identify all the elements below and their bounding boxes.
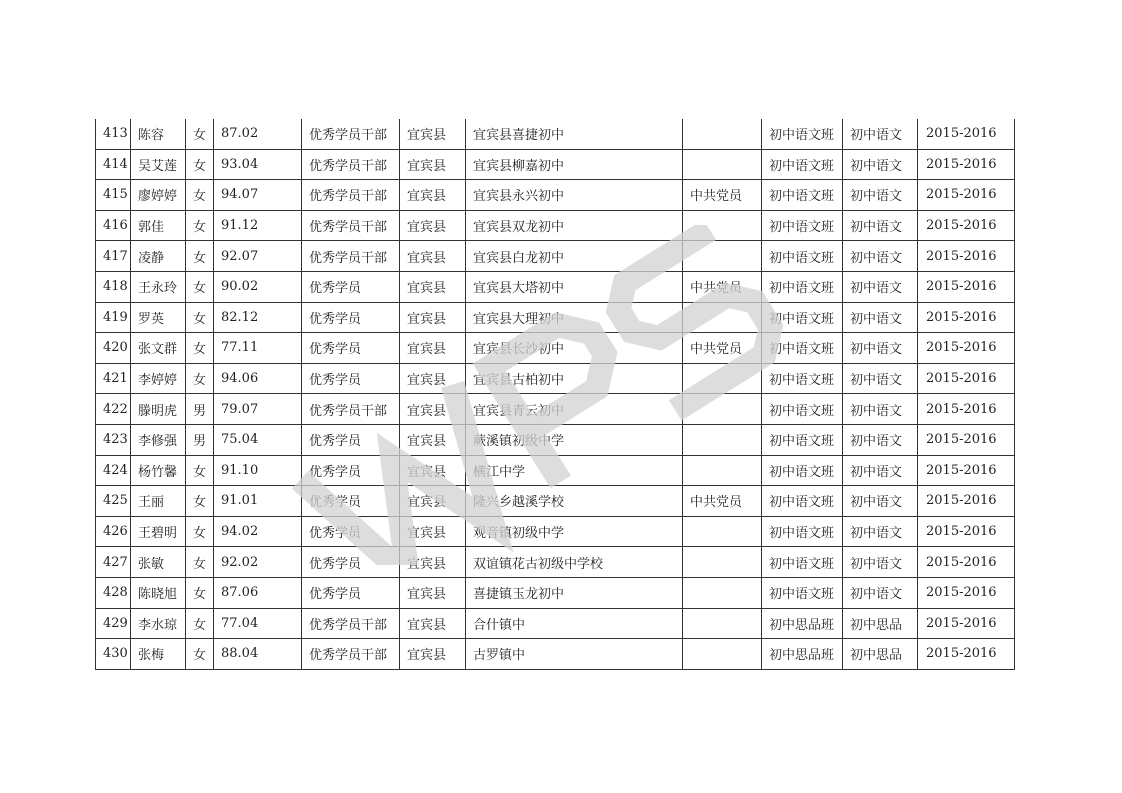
name-cell: 李婷婷 bbox=[131, 363, 186, 394]
class-cell: 初中语文班 bbox=[762, 210, 843, 241]
honor-cell: 优秀学员干部 bbox=[302, 180, 400, 211]
year-cell: 2015-2016 bbox=[918, 271, 1015, 302]
score-cell: 92.07 bbox=[214, 241, 302, 272]
year-cell: 2015-2016 bbox=[918, 577, 1015, 608]
class-cell: 初中思品班 bbox=[762, 639, 843, 670]
school-cell: 宜宾县柳嘉初中 bbox=[466, 149, 683, 180]
class-cell: 初中语文班 bbox=[762, 119, 843, 149]
class-cell: 初中语文班 bbox=[762, 333, 843, 364]
sex-cell: 男 bbox=[186, 394, 214, 425]
row-number: 417 bbox=[96, 241, 131, 272]
table-row bbox=[96, 639, 1015, 670]
row-number: 415 bbox=[96, 180, 131, 211]
table-row bbox=[96, 363, 1015, 394]
school-cell: 宜宾县白龙初中 bbox=[466, 241, 683, 272]
subject-cell: 初中语文 bbox=[843, 271, 918, 302]
school-cell: 隆兴乡越溪学校 bbox=[466, 486, 683, 517]
row-number: 425 bbox=[96, 486, 131, 517]
row-number: 429 bbox=[96, 608, 131, 639]
school-cell: 宜宾县大理初中 bbox=[466, 302, 683, 333]
subject-cell: 初中思品 bbox=[843, 639, 918, 670]
table-row bbox=[96, 271, 1015, 302]
score-cell: 91.10 bbox=[214, 455, 302, 486]
name-cell: 滕明虎 bbox=[131, 394, 186, 425]
county-cell: 宜宾县 bbox=[400, 394, 466, 425]
sex-cell: 女 bbox=[186, 119, 214, 149]
sex-cell: 女 bbox=[186, 486, 214, 517]
score-cell: 94.02 bbox=[214, 516, 302, 547]
year-cell: 2015-2016 bbox=[918, 180, 1015, 211]
school-cell: 喜捷镇玉龙初中 bbox=[466, 577, 683, 608]
sex-cell: 女 bbox=[186, 241, 214, 272]
row-number: 422 bbox=[96, 394, 131, 425]
party-cell bbox=[683, 241, 762, 272]
school-cell: 宜宾县古柏初中 bbox=[466, 363, 683, 394]
county-cell: 宜宾县 bbox=[400, 363, 466, 394]
class-cell: 初中语文班 bbox=[762, 455, 843, 486]
honor-cell: 优秀学员 bbox=[302, 271, 400, 302]
party-cell: 中共党员 bbox=[683, 180, 762, 211]
class-cell: 初中语文班 bbox=[762, 180, 843, 211]
honor-cell: 优秀学员干部 bbox=[302, 119, 400, 149]
party-cell bbox=[683, 394, 762, 425]
honor-cell: 优秀学员 bbox=[302, 455, 400, 486]
school-cell: 合什镇中 bbox=[466, 608, 683, 639]
class-cell: 初中语文班 bbox=[762, 302, 843, 333]
year-cell: 2015-2016 bbox=[918, 363, 1015, 394]
name-cell: 王永玲 bbox=[131, 271, 186, 302]
county-cell: 宜宾县 bbox=[400, 608, 466, 639]
year-cell: 2015-2016 bbox=[918, 119, 1015, 149]
score-cell: 82.12 bbox=[214, 302, 302, 333]
county-cell: 宜宾县 bbox=[400, 180, 466, 211]
school-cell: 宜宾县双龙初中 bbox=[466, 210, 683, 241]
sex-cell: 女 bbox=[186, 516, 214, 547]
county-cell: 宜宾县 bbox=[400, 119, 466, 149]
row-number: 414 bbox=[96, 149, 131, 180]
county-cell: 宜宾县 bbox=[400, 639, 466, 670]
year-cell: 2015-2016 bbox=[918, 639, 1015, 670]
row-number: 413 bbox=[96, 119, 131, 149]
row-number: 428 bbox=[96, 577, 131, 608]
party-cell bbox=[683, 363, 762, 394]
honor-cell: 优秀学员 bbox=[302, 516, 400, 547]
subject-cell: 初中语文 bbox=[843, 302, 918, 333]
student-honor-table bbox=[95, 119, 1015, 670]
score-cell: 94.06 bbox=[214, 363, 302, 394]
subject-cell: 初中思品 bbox=[843, 608, 918, 639]
sex-cell: 男 bbox=[186, 424, 214, 455]
name-cell: 凌静 bbox=[131, 241, 186, 272]
school-cell: 宜宾县喜捷初中 bbox=[466, 119, 683, 149]
county-cell: 宜宾县 bbox=[400, 149, 466, 180]
sex-cell: 女 bbox=[186, 149, 214, 180]
sex-cell: 女 bbox=[186, 455, 214, 486]
table-row bbox=[96, 455, 1015, 486]
name-cell: 罗英 bbox=[131, 302, 186, 333]
name-cell: 廖婷婷 bbox=[131, 180, 186, 211]
party-cell bbox=[683, 119, 762, 149]
table-row bbox=[96, 119, 1015, 149]
class-cell: 初中语文班 bbox=[762, 547, 843, 578]
sex-cell: 女 bbox=[186, 639, 214, 670]
party-cell bbox=[683, 608, 762, 639]
table-row bbox=[96, 516, 1015, 547]
score-cell: 77.11 bbox=[214, 333, 302, 364]
year-cell: 2015-2016 bbox=[918, 547, 1015, 578]
county-cell: 宜宾县 bbox=[400, 547, 466, 578]
table-row bbox=[96, 486, 1015, 517]
subject-cell: 初中语文 bbox=[843, 577, 918, 608]
sex-cell: 女 bbox=[186, 333, 214, 364]
row-number: 419 bbox=[96, 302, 131, 333]
row-number: 426 bbox=[96, 516, 131, 547]
table-row bbox=[96, 149, 1015, 180]
subject-cell: 初中语文 bbox=[843, 149, 918, 180]
name-cell: 张敏 bbox=[131, 547, 186, 578]
party-cell bbox=[683, 577, 762, 608]
party-cell bbox=[683, 516, 762, 547]
county-cell: 宜宾县 bbox=[400, 333, 466, 364]
county-cell: 宜宾县 bbox=[400, 210, 466, 241]
school-cell: 古罗镇中 bbox=[466, 639, 683, 670]
class-cell: 初中语文班 bbox=[762, 486, 843, 517]
county-cell: 宜宾县 bbox=[400, 577, 466, 608]
score-cell: 87.06 bbox=[214, 577, 302, 608]
name-cell: 李修强 bbox=[131, 424, 186, 455]
honor-cell: 优秀学员 bbox=[302, 363, 400, 394]
party-cell bbox=[683, 547, 762, 578]
subject-cell: 初中语文 bbox=[843, 333, 918, 364]
party-cell bbox=[683, 455, 762, 486]
name-cell: 陈晓旭 bbox=[131, 577, 186, 608]
score-cell: 94.07 bbox=[214, 180, 302, 211]
row-number: 418 bbox=[96, 271, 131, 302]
class-cell: 初中语文班 bbox=[762, 241, 843, 272]
honor-cell: 优秀学员 bbox=[302, 333, 400, 364]
sex-cell: 女 bbox=[186, 210, 214, 241]
subject-cell: 初中语文 bbox=[843, 486, 918, 517]
class-cell: 初中语文班 bbox=[762, 516, 843, 547]
school-cell: 宜宾县大塔初中 bbox=[466, 271, 683, 302]
subject-cell: 初中语文 bbox=[843, 394, 918, 425]
county-cell: 宜宾县 bbox=[400, 486, 466, 517]
year-cell: 2015-2016 bbox=[918, 516, 1015, 547]
subject-cell: 初中语文 bbox=[843, 516, 918, 547]
year-cell: 2015-2016 bbox=[918, 333, 1015, 364]
name-cell: 吴艾莲 bbox=[131, 149, 186, 180]
score-cell: 91.12 bbox=[214, 210, 302, 241]
score-cell: 88.04 bbox=[214, 639, 302, 670]
school-cell: 宜宾县长沙初中 bbox=[466, 333, 683, 364]
subject-cell: 初中语文 bbox=[843, 424, 918, 455]
school-cell: 双谊镇花古初级中学校 bbox=[466, 547, 683, 578]
row-number: 424 bbox=[96, 455, 131, 486]
party-cell bbox=[683, 149, 762, 180]
row-number: 423 bbox=[96, 424, 131, 455]
honor-cell: 优秀学员干部 bbox=[302, 394, 400, 425]
sex-cell: 女 bbox=[186, 547, 214, 578]
sex-cell: 女 bbox=[186, 180, 214, 211]
party-cell: 中共党员 bbox=[683, 271, 762, 302]
county-cell: 宜宾县 bbox=[400, 424, 466, 455]
sex-cell: 女 bbox=[186, 271, 214, 302]
county-cell: 宜宾县 bbox=[400, 271, 466, 302]
honor-cell: 优秀学员 bbox=[302, 486, 400, 517]
class-cell: 初中语文班 bbox=[762, 394, 843, 425]
name-cell: 杨竹馨 bbox=[131, 455, 186, 486]
sex-cell: 女 bbox=[186, 302, 214, 333]
name-cell: 王丽 bbox=[131, 486, 186, 517]
table-row bbox=[96, 210, 1015, 241]
party-cell bbox=[683, 424, 762, 455]
school-cell: 观音镇初级中学 bbox=[466, 516, 683, 547]
class-cell: 初中语文班 bbox=[762, 577, 843, 608]
school-cell: 宜宾县永兴初中 bbox=[466, 180, 683, 211]
party-cell bbox=[683, 302, 762, 333]
class-cell: 初中思品班 bbox=[762, 608, 843, 639]
honor-cell: 优秀学员干部 bbox=[302, 608, 400, 639]
subject-cell: 初中语文 bbox=[843, 241, 918, 272]
name-cell: 李水琼 bbox=[131, 608, 186, 639]
table-row bbox=[96, 180, 1015, 211]
table-row bbox=[96, 424, 1015, 455]
year-cell: 2015-2016 bbox=[918, 302, 1015, 333]
score-cell: 87.02 bbox=[214, 119, 302, 149]
honor-cell: 优秀学员 bbox=[302, 424, 400, 455]
county-cell: 宜宾县 bbox=[400, 241, 466, 272]
subject-cell: 初中语文 bbox=[843, 210, 918, 241]
year-cell: 2015-2016 bbox=[918, 149, 1015, 180]
row-number: 416 bbox=[96, 210, 131, 241]
school-cell: 蕨溪镇初级中学 bbox=[466, 424, 683, 455]
honor-cell: 优秀学员 bbox=[302, 577, 400, 608]
party-cell bbox=[683, 639, 762, 670]
name-cell: 张文群 bbox=[131, 333, 186, 364]
table-row bbox=[96, 547, 1015, 578]
year-cell: 2015-2016 bbox=[918, 455, 1015, 486]
honor-cell: 优秀学员干部 bbox=[302, 149, 400, 180]
party-cell: 中共党员 bbox=[683, 333, 762, 364]
row-number: 430 bbox=[96, 639, 131, 670]
school-cell: 宜宾县青云初中 bbox=[466, 394, 683, 425]
class-cell: 初中语文班 bbox=[762, 271, 843, 302]
table-row bbox=[96, 577, 1015, 608]
row-number: 421 bbox=[96, 363, 131, 394]
score-cell: 91.01 bbox=[214, 486, 302, 517]
subject-cell: 初中语文 bbox=[843, 363, 918, 394]
honor-cell: 优秀学员干部 bbox=[302, 241, 400, 272]
score-cell: 77.04 bbox=[214, 608, 302, 639]
name-cell: 陈容 bbox=[131, 119, 186, 149]
year-cell: 2015-2016 bbox=[918, 241, 1015, 272]
subject-cell: 初中语文 bbox=[843, 455, 918, 486]
subject-cell: 初中语文 bbox=[843, 547, 918, 578]
table-row bbox=[96, 333, 1015, 364]
row-number: 420 bbox=[96, 333, 131, 364]
year-cell: 2015-2016 bbox=[918, 210, 1015, 241]
table-row bbox=[96, 608, 1015, 639]
name-cell: 郭佳 bbox=[131, 210, 186, 241]
honor-cell: 优秀学员 bbox=[302, 547, 400, 578]
subject-cell: 初中语文 bbox=[843, 119, 918, 149]
honor-cell: 优秀学员干部 bbox=[302, 639, 400, 670]
honor-cell: 优秀学员干部 bbox=[302, 210, 400, 241]
year-cell: 2015-2016 bbox=[918, 486, 1015, 517]
county-cell: 宜宾县 bbox=[400, 302, 466, 333]
table-row bbox=[96, 302, 1015, 333]
class-cell: 初中语文班 bbox=[762, 149, 843, 180]
county-cell: 宜宾县 bbox=[400, 516, 466, 547]
score-cell: 90.02 bbox=[214, 271, 302, 302]
school-cell: 横江中学 bbox=[466, 455, 683, 486]
party-cell: 中共党员 bbox=[683, 486, 762, 517]
year-cell: 2015-2016 bbox=[918, 394, 1015, 425]
sex-cell: 女 bbox=[186, 577, 214, 608]
county-cell: 宜宾县 bbox=[400, 455, 466, 486]
score-cell: 92.02 bbox=[214, 547, 302, 578]
class-cell: 初中语文班 bbox=[762, 424, 843, 455]
score-cell: 93.04 bbox=[214, 149, 302, 180]
table-row bbox=[96, 394, 1015, 425]
subject-cell: 初中语文 bbox=[843, 180, 918, 211]
sex-cell: 女 bbox=[186, 363, 214, 394]
row-number: 427 bbox=[96, 547, 131, 578]
name-cell: 张梅 bbox=[131, 639, 186, 670]
score-cell: 75.04 bbox=[214, 424, 302, 455]
year-cell: 2015-2016 bbox=[918, 424, 1015, 455]
name-cell: 王碧明 bbox=[131, 516, 186, 547]
honor-cell: 优秀学员 bbox=[302, 302, 400, 333]
class-cell: 初中语文班 bbox=[762, 363, 843, 394]
year-cell: 2015-2016 bbox=[918, 608, 1015, 639]
score-cell: 79.07 bbox=[214, 394, 302, 425]
sex-cell: 女 bbox=[186, 608, 214, 639]
party-cell bbox=[683, 210, 762, 241]
table-row bbox=[96, 241, 1015, 272]
